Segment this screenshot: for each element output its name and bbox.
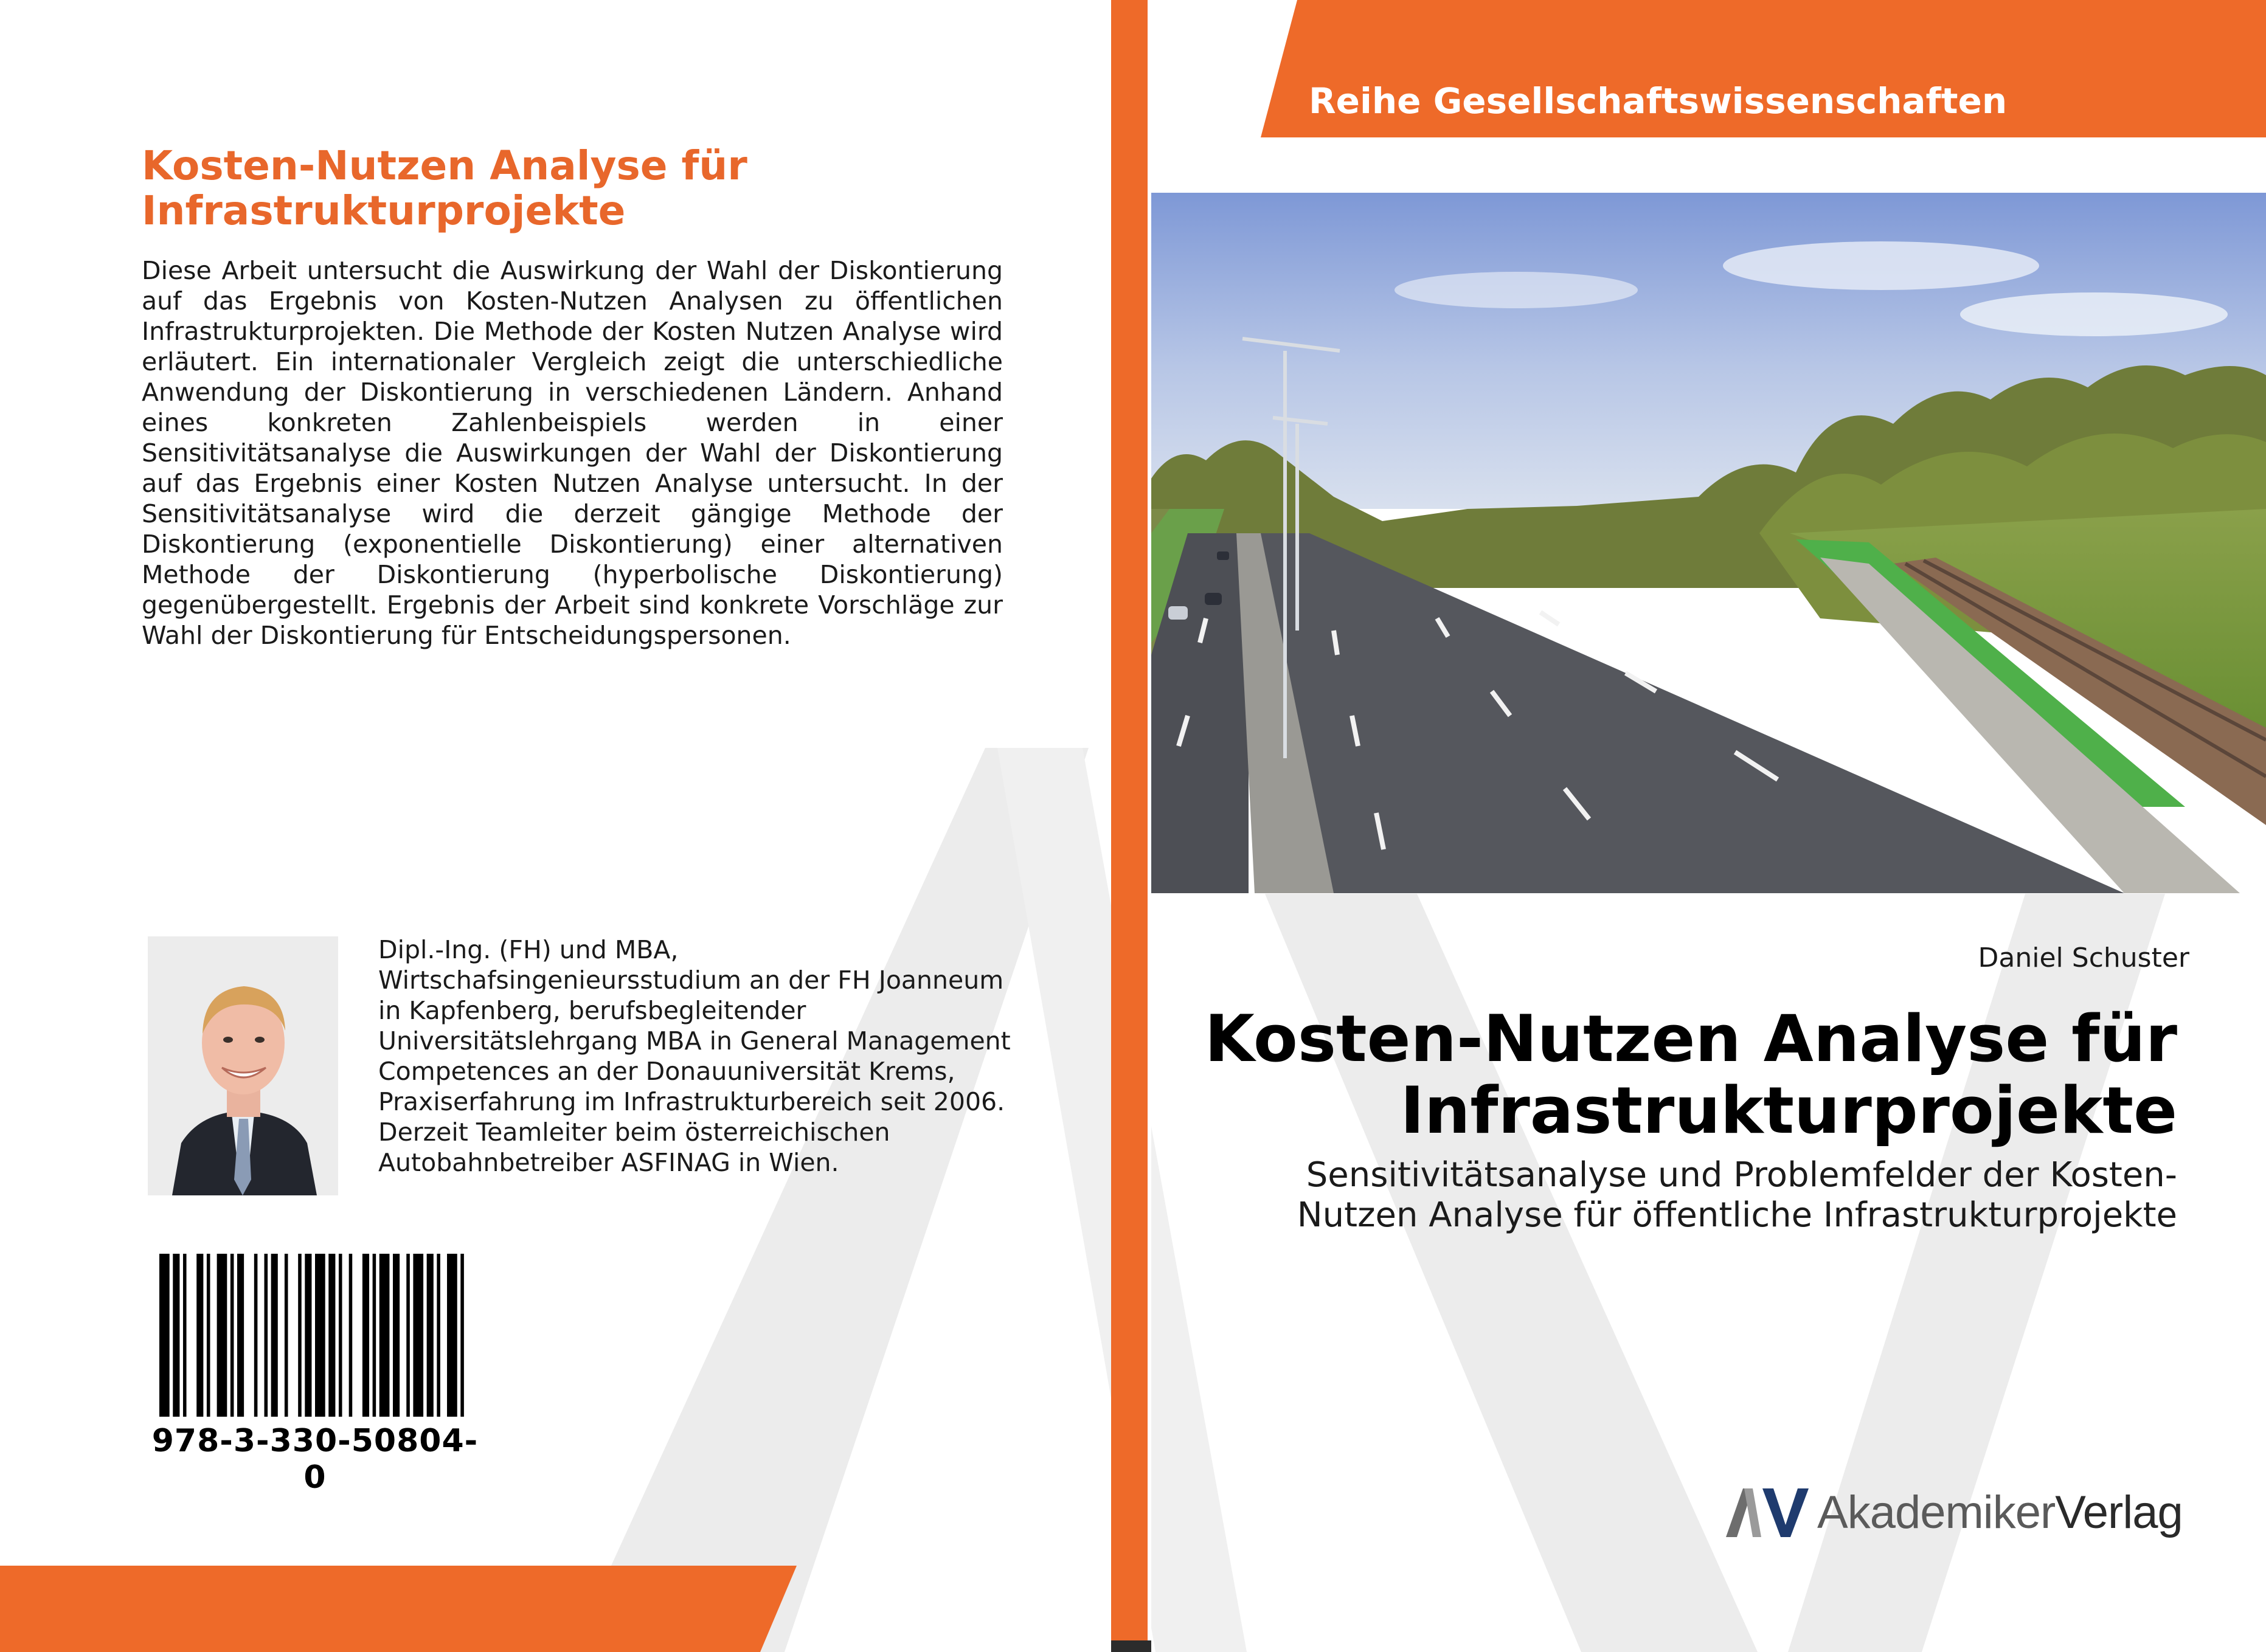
barcode-bar <box>460 1254 464 1417</box>
back-cover-bottom-band <box>0 1566 1111 1652</box>
cover-photo-highway <box>1151 193 2266 893</box>
barcode-bar <box>328 1254 335 1417</box>
author-bio: Dipl.-Ing. (FH) und MBA, Wirtschafsingenieursstudium an der FH Joanneum in Kapfenberg, berufsbegleitender Universitätslehrgang MBA in General Management Competences an der Donauuniversität Krems, Praxiserfahrung im Infrastrukturbereich seit 2006. Derzeit Teamleiter beim österreichischen Autobahnbetreiber ASFINAG in Wien. <box>378 935 1011 1177</box>
barcode-bar <box>183 1254 187 1417</box>
isbn: 978-3-330-50804-0 <box>151 1423 479 1496</box>
author-photo <box>148 936 338 1195</box>
barcode-bar <box>373 1254 376 1417</box>
barcode-bar <box>413 1254 423 1417</box>
publisher-name <box>1817 1484 2183 1542</box>
publisher-name-part1: Akademiker <box>1817 1487 2056 1538</box>
barcode-bar <box>173 1254 179 1417</box>
barcode-bar <box>406 1254 410 1417</box>
barcode-bar <box>427 1254 434 1417</box>
barcode-bar <box>196 1254 203 1417</box>
barcode-bar <box>298 1254 302 1417</box>
publisher-name-part2: Verlag <box>2055 1487 2183 1538</box>
barcode-bar <box>339 1254 342 1417</box>
barcode-bar <box>379 1254 390 1417</box>
av-logo-mark <box>1726 1488 1811 1537</box>
back-cover-title: Kosten-Nutzen Analyse für Infrastrukturprojekte <box>142 142 747 234</box>
barcode-bar <box>217 1254 227 1417</box>
barcode <box>159 1254 471 1417</box>
barcode-bar <box>254 1254 258 1417</box>
barcode-bar <box>265 1254 268 1417</box>
front-cover-title: Kosten-Nutzen Analyse für Infrastrukturprojekte <box>1204 1001 2177 1148</box>
barcode-bar <box>349 1254 353 1417</box>
spine <box>1111 0 1148 1652</box>
barcode-bar <box>207 1254 210 1417</box>
barcode-bar <box>305 1254 311 1417</box>
barcode-bar <box>437 1254 440 1417</box>
barcode-bar <box>159 1254 170 1417</box>
back-cover-abstract: Diese Arbeit untersucht die Auswirkung der Wahl der Diskontierung auf das Ergebnis von Kosten-Nutzen Analysen zu öffentlichen Infrastrukturprojekten. Die Methode der Kosten Nutzen Analyse wird erläutert. Ein internationaler Vergleich zeigt die unterschiedliche Anwendung der Diskontierung in verschiedenen Ländern. Anhand eines konkreten Zahlenbeispiels werden in einer Sensitivitätsanalyse die Auswirkungen der Wahl der Diskontierung auf das Ergebnis einer Kosten Nutzen Analyse untersucht. In der Sensitivitätsanalyse wird die derzeit gängige Methode der Diskontierung (exponentielle Diskontierung) einer alternativen Methode der Diskontierung (hyperbolische Diskontierung) gegenübergestellt. Ergebnis der Arbeit sind konkrete Vorschläge zur Wahl der Diskontierung für Entscheidungspersonen. <box>142 256 1003 650</box>
barcode-bar <box>271 1254 278 1417</box>
barcode-bar <box>362 1254 369 1417</box>
front-cover-subtitle: Sensitivitätsanalyse und Problemfelder der Kosten-Nutzen Analyse für öffentliche Infrastrukturprojekte <box>1297 1155 2177 1235</box>
front-cover-author: Daniel Schuster <box>1978 942 2189 973</box>
barcode-bar <box>393 1254 400 1417</box>
spine-bottom-edge <box>1111 1640 1151 1652</box>
barcode-bar <box>285 1254 288 1417</box>
barcode-bar <box>230 1254 234 1417</box>
series-label: Reihe Gesellschaftswissenschaften <box>1309 80 2008 122</box>
barcode-bar <box>237 1254 244 1417</box>
barcode-bar <box>315 1254 325 1417</box>
barcode-bar <box>447 1254 457 1417</box>
